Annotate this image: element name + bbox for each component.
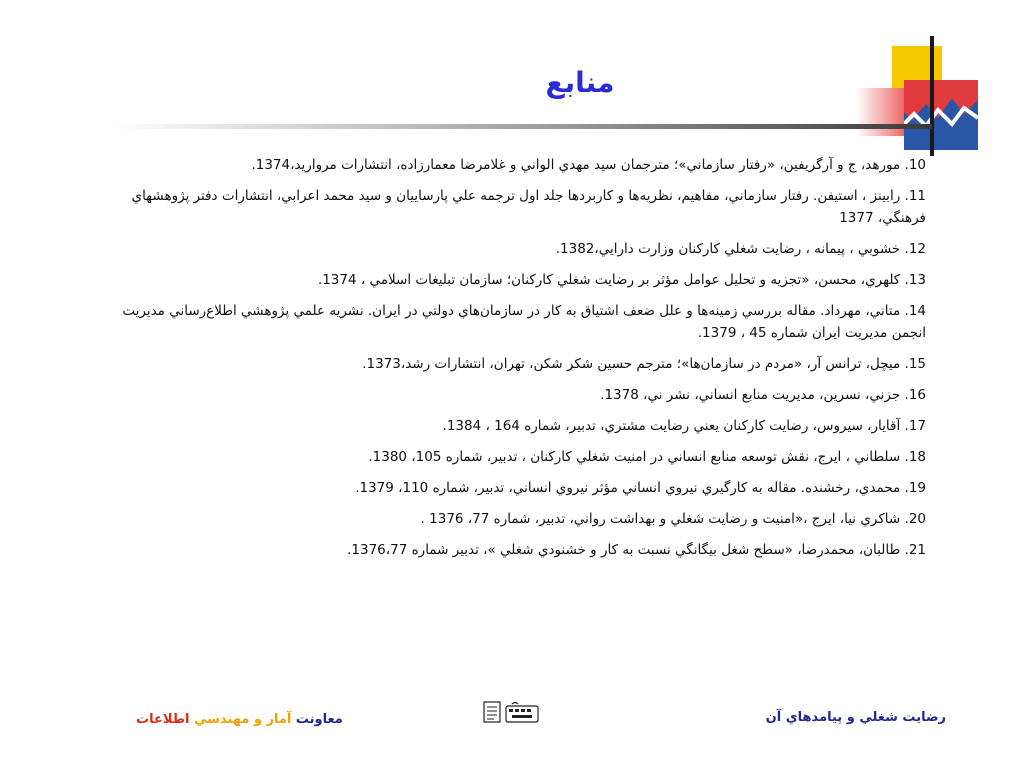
keyboard-icon[interactable] [506,703,538,723]
footer-org-word2: آمار و مهندسي [193,712,292,727]
reference-text: شاكري نيا، ايرج ،«امنيت و رضايت شغلي و بهداشت رواني، تدبير، شماره 77، 1376 . [420,511,901,527]
reference-text: خشوبي ، پيمانه ، رضايت شغلي كاركنان وزارت دارايي،1382. [555,241,901,257]
logo-icon [904,80,978,150]
footer-icons [482,700,542,726]
reference-text: محمدي، رخشنده. مقاله به كارگيري نيروي انساني مؤثر نيروي انساني، تدبير، شماره 110، 1379. [355,480,901,496]
reference-item [94,154,926,176]
reference-number: 12. [904,241,926,257]
reference-text: رابينز ، استيفن. رفتار سازماني، مفاهيم، نظريه‌ها و كاربردها جلد اول ترجمه علي پارساييان و سيد محمد اعرابي، انتشارات دفتر پژوهشهاي فرهنگي، 1377 [131,188,926,226]
reference-text: جزني، نسرين، مديريت منابع انساني، نشر ني، 1378. [600,387,901,403]
reference-item [94,384,926,406]
reference-item [94,446,926,468]
decorative-logo [852,34,982,159]
page-title: منابع [545,66,615,99]
reference-number: 15. [904,356,926,372]
reference-number: 18. [904,449,926,465]
reference-item [94,185,926,229]
footer-org-word3: اطلاعات [136,712,190,727]
reference-number: 21. [904,542,926,558]
reference-number: 11. [904,188,926,204]
reference-text: سلطاني ، ايرج، نقش توسعه منابع انساني در امنيت شغلي كاركنان ، تدبير، شماره 105، 1380. [368,449,901,465]
footer-slide-topic: رضايت شغلي و پيامدهاي آن [765,710,946,725]
vertical-rule [930,36,934,156]
references-list [94,154,926,570]
reference-item [94,508,926,530]
reference-item [94,415,926,437]
reference-item [94,238,926,260]
reference-number: 10. [904,157,926,173]
reference-number: 20. [904,511,926,527]
reference-number: 16. [904,387,926,403]
reference-item [94,539,926,561]
reference-item [94,477,926,499]
reference-number: 19. [904,480,926,496]
reference-number: 14. [904,303,926,319]
reference-text: طالبان، محمدرضا، «سطح شغل بيگانگي نسبت به كار و خشنودي شغلي »، تدبير شماره 1376،77. [347,542,901,558]
reference-item [94,353,926,375]
footer-organization [136,712,376,727]
reference-number: 17. [904,418,926,434]
reference-text: ميچل، ترانس آر، «مردم در سازمان‌ها»؛ مترجم حسين شكر شكن، تهران، انتشارات رشد،1373. [362,356,901,372]
reference-number: 13. [904,272,926,288]
reference-text: كلهري، محسن، «تجزيه و تحليل عوامل مؤثر بر رضايت شغلي كاركنان؛ سازمان تبليغات اسلامي ، 1374. [317,272,901,288]
reference-text: آقايار، سيروس، رضايت كاركنان يعني رضايت مشتري، تدبير، شماره 164 ، 1384. [442,418,901,434]
reference-item [94,300,926,344]
title-divider [110,124,932,129]
document-icon[interactable] [484,702,500,722]
reference-text: مورهد، ج و آرگريفين، «رفتار سازماني»؛ مترجمان سيد مهدي الواني و غلامرضا معمارزاده، انتشارات مرواريد،1374. [251,157,901,173]
reference-item [94,269,926,291]
footer-org-word1: معاونت [295,712,343,727]
reference-text: متاني، مهرداد. مقاله بررسي زمينه‌ها و علل ضعف اشتياق به كار در سازمان‌هاي دولتي در ايران. نشريه علمي پژوهشي اطلاع‌رساني مديريت انجمن مديريت ايران شماره 45 ، 1379. [122,303,926,341]
